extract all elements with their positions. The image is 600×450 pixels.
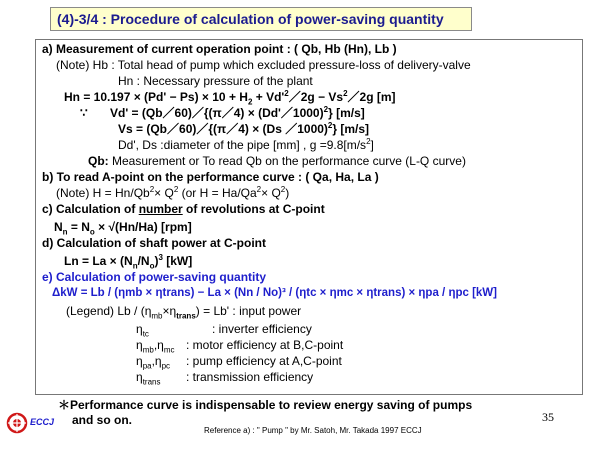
equation-vs: Vs = (Qb／60)／{(π／4) × (Ds ／1000)$^2$} [m/s] (118, 121, 370, 136)
section-b-heading: b) To read A-point on the performance curve : ( Qa, Ha, La ) (42, 170, 379, 184)
reference-text: Reference a) : " Pump " by Mr. Satoh, Mr. Takada 1997 ECCJ (204, 426, 422, 435)
section-d-heading: d) Calculation of shaft power at C-point (42, 236, 266, 250)
footnote (58, 398, 472, 428)
equation-ln: $Ln = La \times (N_n/N_o)^3$ [kW] (64, 253, 193, 271)
eta-mb-mc-definition: : motor efficiency at B,C-point (186, 338, 344, 352)
footnote-line-2: and so on. (72, 413, 132, 427)
section-a-heading: a) Measurement of current operation point : ( Qb, Hb (Hn), Lb ) (42, 42, 397, 56)
eta-tc-definition: : inverter efficiency (212, 322, 312, 336)
note-h-formula: (Note) $H = Hn/Qb^2\times Q^2$ (or $H = Ha/Qa^2\times Q^2$) (56, 185, 290, 200)
equation-hn: $Hn = 10.197 \times (Pd' - Ps) \times 10 + H_2$ + $Vd'^2/2g$ − $Vs^2/2g$ [m] (64, 89, 396, 107)
eta-tc-symbol: $\eta_{tc}$ (136, 322, 149, 339)
eta-trans-definition: : transmission efficiency (186, 370, 314, 384)
equation-nn: $N_n = N_o \times √(Hn/Ha)$ [rpm] (54, 220, 192, 237)
note-hb: (Note) Hb : Total head of pump which excluded pressure-loss of delivery-valve (56, 58, 471, 72)
pipe-diameter-definition: Dd', Ds :diameter of the pipe [mm] , $g =9.8[m/s^2]$ (118, 137, 374, 152)
legend-input-power: (Legend) $Lb / (\eta_{mb}\times\eta_{trans}) = Lb'$ : input power (66, 304, 302, 321)
qb-definition: Qb: Measurement or To read Qb on the performance curve (L-Q curve) (88, 154, 466, 168)
page-number: 35 (542, 410, 554, 424)
because-symbol: ∵ (80, 106, 88, 120)
eta-pa-pc-definition: : pump efficiency at A,C-point (186, 354, 342, 368)
hn-definition: Hn : Necessary pressure of the plant (118, 74, 313, 88)
equation-vd: Vd' = (Qb／60)／{(π／4) × (Dd'／1000)$^2$} [m/s] (110, 105, 365, 120)
eccj-logo-text: ECCJ (30, 417, 55, 427)
eta-pa-pc-symbol: $\eta_{pa},\eta_{pc}$ (136, 354, 171, 371)
slide-title: (4)-3/4 : Procedure of calculation of power-saving quantity (50, 7, 472, 31)
eta-mb-mc-symbol: $\eta_{mb},\eta_{mc}$ (136, 338, 175, 355)
eccj-logo (6, 412, 66, 436)
equation-delta-kw: ΔkW = Lb / (ηmb × ηtrans) − La × (Nn / No)³ / (ηtc × ηmc × ηtrans) × ηpa / ηpc [kW] (52, 287, 497, 299)
eccj-logo-mark (6, 412, 28, 434)
footnote-line-1: ＊Performance curve is indispensable to review energy saving of pumps (58, 398, 473, 412)
section-c-heading: c) Calculation of number of revolutions at C-point (42, 202, 325, 216)
section-e-heading: e) Calculation of power-saving quantity (42, 270, 267, 284)
content-box (35, 39, 583, 395)
eta-trans-symbol: $\eta_{trans}$ (136, 370, 161, 387)
